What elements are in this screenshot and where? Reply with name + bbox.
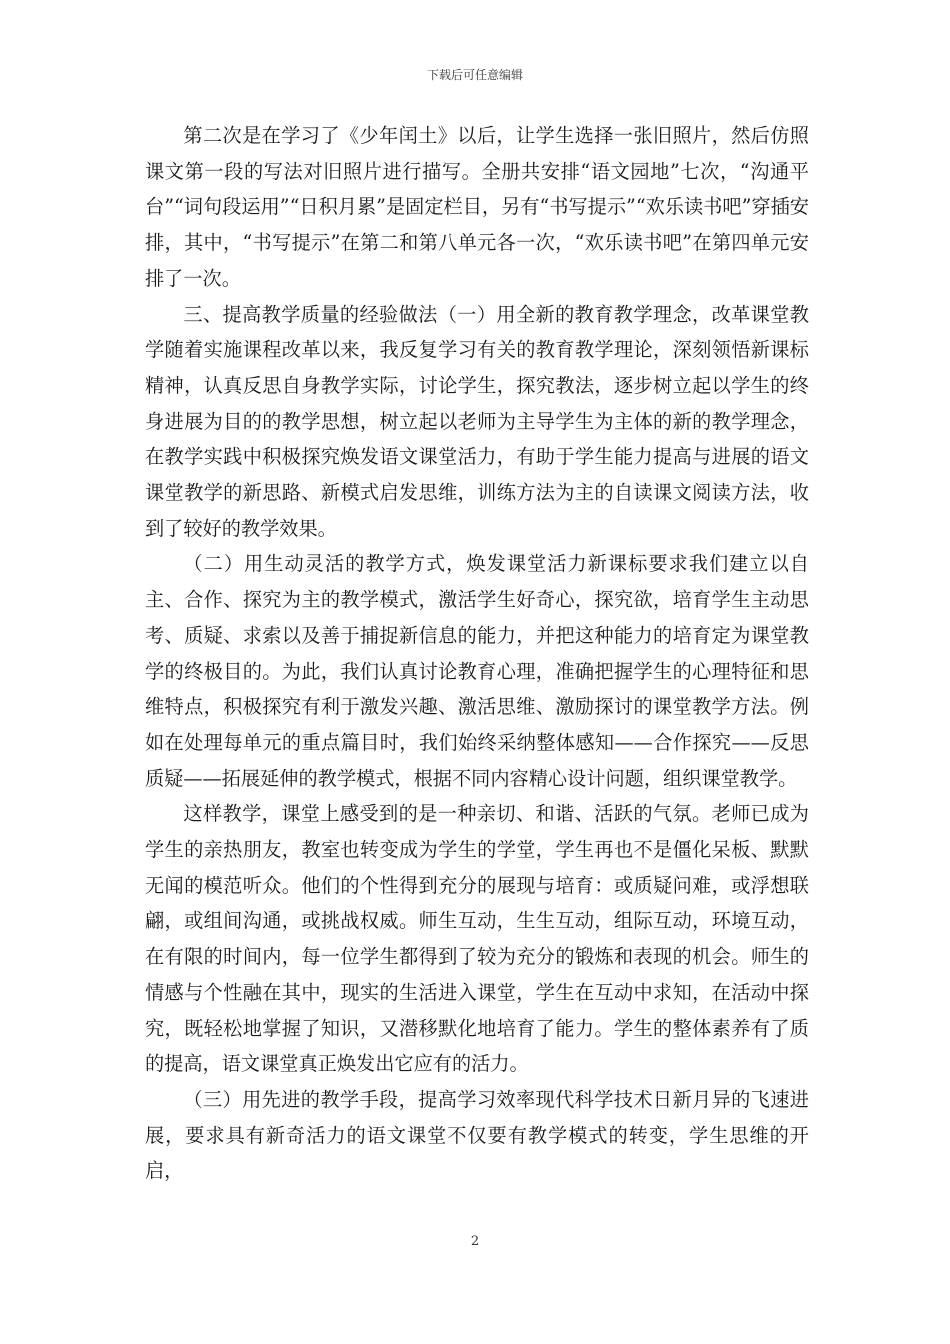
paragraph-1: 第二次是在学习了《少年闰土》以后，让学生选择一张旧照片，然后仿照课文第一段的写法对旧照片进行描写。全册共安排“语文园地”七次，“沟通平台”“词句段运用”“日积月累”是固定栏目，另有“书写提示”“欢乐读书吧”穿插安排，其中，“书写提示”在第二和第八单元各一次，“欢乐读书吧”在第四单元安排了一次。 (145, 124, 809, 290)
paragraph-2: 三、提高教学质量的经验做法（一）用全新的教育教学理念，改革课堂教学随着实施课程改革以来，我反复学习有关的教育教学理论，深刻领悟新课标精神，认真反思自身教学实际，讨论学生，探究教法，逐步树立起以学生的终身进展为目的的教学思想，树立起以老师为主导学生为主体的新的教学理念，在教学实践中积极探究焕发语文课堂活力，有助于学生能力提高与进展的语文课堂教学的新思路、新模式启发思维，训练方法为主的自读课文阅读方法，收到了较好的教学效果。 (145, 302, 809, 540)
document-body (145, 118, 809, 1189)
paragraph-3: （二）用生动灵活的教学方式，焕发课堂活力新课标要求我们建立以自主、合作、探究为主的教学模式，激活学生好奇心，探究欲，培育学生主动思考、质疑、求索以及善于捕捉新信息的能力，并把这种能力的培育定为课堂教学的终极目的。为此，我们认真讨论教育心理，准确把握学生的心理特征和思维特点，积极探究有利于激发兴趣、激活思维、激励探讨的课堂教学方法。例如在处理每单元的重点篇目时，我们始终采纳整体感知——合作探究——反思质疑——拓展延伸的教学模式，根据不同内容精心设计问题，组织课堂教学。 (145, 552, 809, 790)
paragraph-4: 这样教学，课堂上感受到的是一种亲切、和谐、活跃的气氛。老师已成为学生的亲热朋友，教室也转变成为学生的学堂，学生再也不是僵化呆板、默默无闻的模范听众。他们的个性得到充分的展现与培育：或质疑问难，或浮想联翩，或组间沟通，或挑战权威。师生互动，生生互动，组际互动，环境互动，在有限的时间内，每一位学生都得到了较为充分的锻炼和表现的机会。师生的情感与个性融在其中，现实的生活进入课堂，学生在互动中求知，在活动中探究，既轻松地掌握了知识，又潜移默化地培育了能力。学生的整体素养有了质的提高，语文课堂真正焕发出它应有的活力。 (145, 802, 809, 1076)
page-header: 下载后可任意编辑 (426, 68, 523, 82)
page-number: 2 (470, 1234, 480, 1249)
paragraph-5: （三）用先进的教学手段，提高学习效率现代科学技术日新月异的飞速进展，要求具有新奇活力的语文课堂不仅要有教学模式的转变，学生思维的开启， (145, 1087, 809, 1183)
